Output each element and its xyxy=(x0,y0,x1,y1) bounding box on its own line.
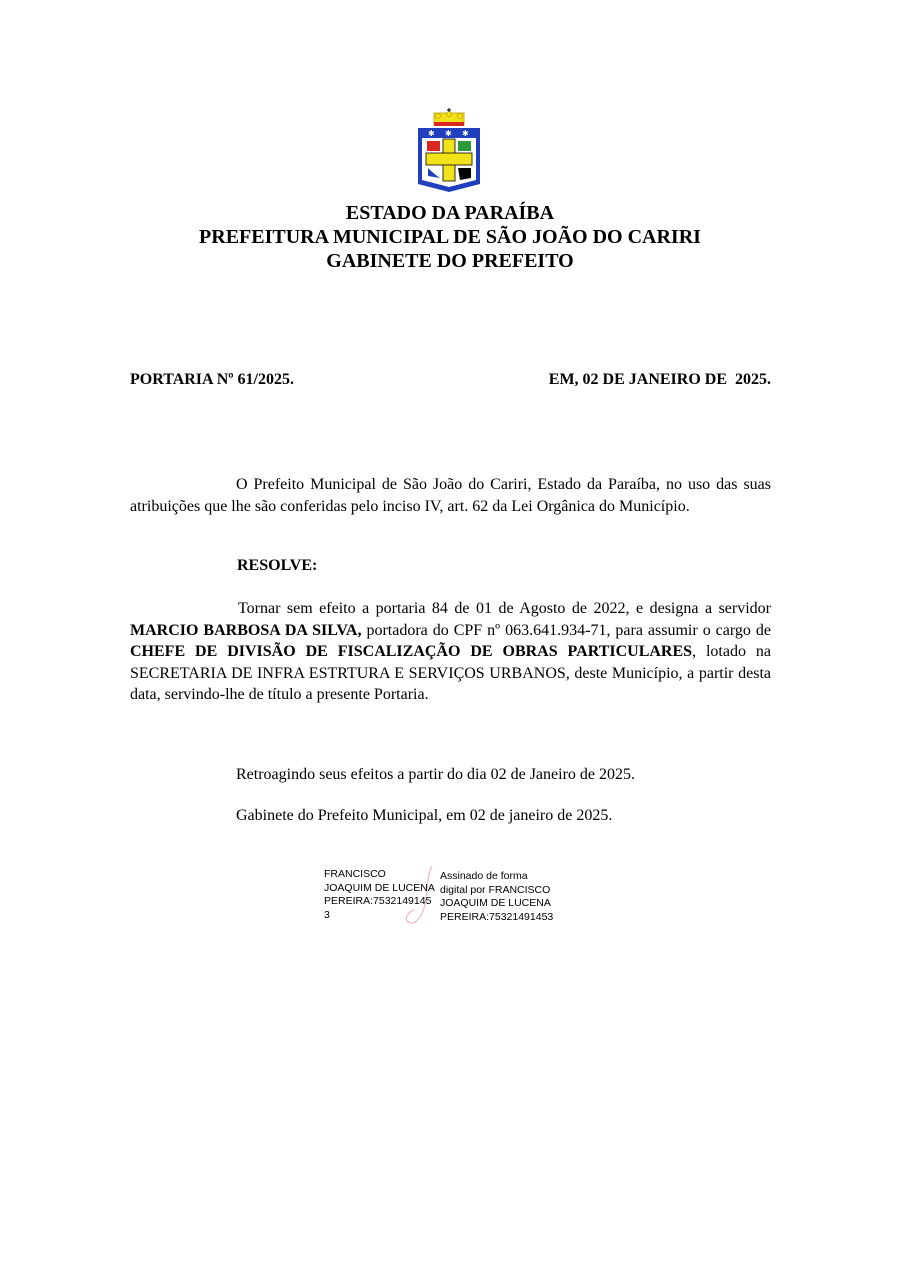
office-heading: GABINETE DO PREFEITO xyxy=(326,250,574,272)
role-title: CHEFE DE DIVISÃO DE FISCALIZAÇÃO DE OBRAS PARTICULARES xyxy=(130,643,693,660)
signer-line: 3 xyxy=(324,908,330,921)
resolve-heading: RESOLVE: xyxy=(237,557,318,574)
intro-paragraph: O Prefeito Municipal de São João do Cariri, Estado da Paraíba, no uso das suas atribuições que lhe são conferidas pelo inciso IV, art. 62 da Lei Orgânica do Município. xyxy=(130,476,771,515)
signature-note-line: digital por FRANCISCO xyxy=(440,883,551,896)
signer-line: JOAQUIM DE LUCENA xyxy=(324,881,435,894)
resolution-paragraph xyxy=(130,598,771,706)
resolution-text-a: Tornar sem efeito a portaria 84 de 01 de Agosto de 2022, e designa a servidor xyxy=(238,600,771,617)
municipality-heading: PREFEITURA MUNICIPAL DE SÃO JOÃO DO CARIRI xyxy=(199,226,701,248)
resolution-text-b: portadora do CPF nº 063.641.934-71, para assumir o cargo de xyxy=(361,621,771,639)
digital-signature xyxy=(324,868,564,928)
signer-line: PEREIRA:7532149145 xyxy=(324,895,432,907)
svg-text:✱: ✱ xyxy=(462,129,469,138)
state-heading: ESTADO DA PARAÍBA xyxy=(345,202,555,224)
signature-note-line: JOAQUIM DE LUCENA xyxy=(440,897,551,909)
servant-name: MARCIO BARBOSA DA SILVA, xyxy=(130,621,362,639)
office-date-line: Gabinete do Prefeito Municipal, em 02 de janeiro de 2025. xyxy=(236,807,613,824)
portaria-number: PORTARIA Nº 61/2025. xyxy=(130,371,294,388)
signature-note-block xyxy=(440,870,570,924)
signature-note-line: PEREIRA:75321491453 xyxy=(440,910,554,923)
resolution-text-c: , lotado na SECRETARIA DE INFRA ESTRTURA E SERVIÇOS URBANOS, deste Município, a partir desta data, servindo-lhe de título a presente Portaria. xyxy=(130,643,772,703)
coat-of-arms-icon xyxy=(416,108,482,194)
signer-line: FRANCISCO xyxy=(324,868,386,880)
svg-text:✱: ✱ xyxy=(428,129,435,138)
signer-name-block xyxy=(324,868,440,922)
portaria-date: EM, 02 DE JANEIRO DE 2025. xyxy=(548,371,771,388)
svg-text:✱: ✱ xyxy=(445,129,452,138)
retroactive-line: Retroagindo seus efeitos a partir do dia 02 de Janeiro de 2025. xyxy=(236,766,635,783)
signature-note-line: Assinado de forma xyxy=(440,870,528,882)
